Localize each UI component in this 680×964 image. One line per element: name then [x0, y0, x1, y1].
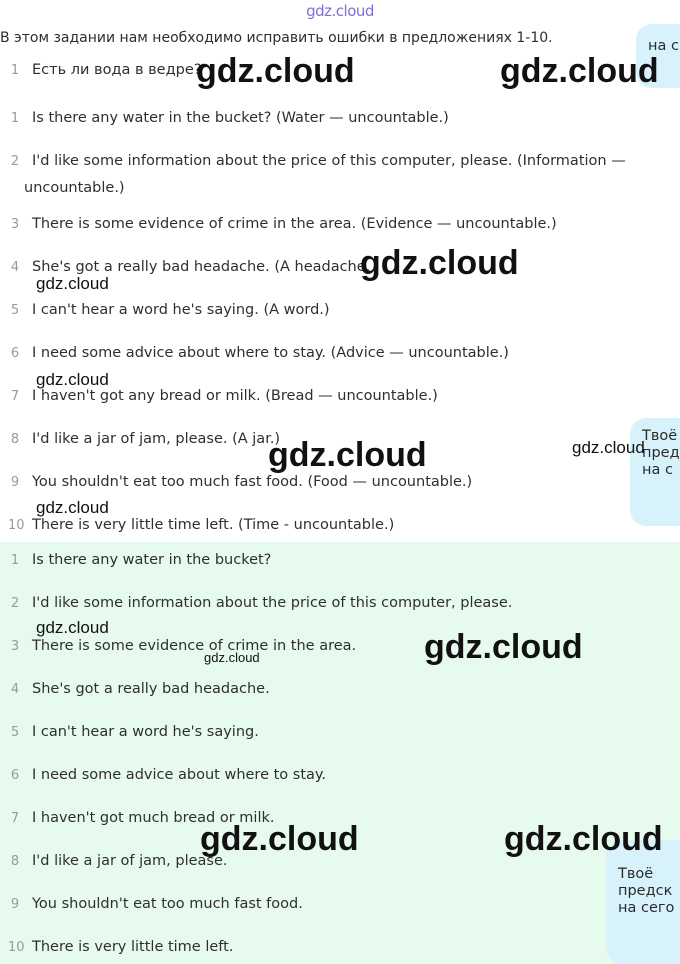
watermark: gdz.cloud	[36, 618, 109, 637]
item-text-line1: I'd like some information about the price of this computer, please. (Information —	[32, 153, 626, 169]
item-text: There is some evidence of crime in the area.	[32, 638, 357, 654]
watermark: gdz.cloud	[200, 820, 359, 858]
watermark: gdz.cloud	[196, 52, 355, 90]
item-text: I need some advice about where to stay.	[32, 767, 327, 783]
item-text: I haven't got any bread or milk. (Bread — uncountable.)	[32, 388, 438, 404]
item-text: There is very little time left.	[32, 939, 234, 955]
item-number: 4	[10, 260, 20, 275]
item-text: Is there any water in the bucket?	[32, 552, 272, 568]
corrected-list	[0, 542, 680, 964]
watermark: gdz.cloud	[424, 628, 583, 666]
watermark: gdz.cloud	[268, 436, 427, 474]
item-number: 7	[10, 389, 20, 404]
item-number: 1	[10, 111, 20, 126]
promo-bubble-line: Твоё	[618, 866, 654, 882]
promo-bubble-middle[interactable]	[630, 418, 680, 526]
item-number: 2	[10, 154, 20, 169]
item-number: 1	[10, 553, 20, 568]
promo-bubble-line: пред	[642, 445, 680, 461]
item-number: 10	[8, 940, 25, 955]
watermark: gdz.cloud	[500, 52, 659, 90]
item-text: Is there any water in the bucket? (Water — uncountable.)	[32, 110, 449, 126]
item-number: 3	[10, 639, 20, 654]
promo-bubble-text: на с	[648, 38, 679, 54]
item-text: There is very little time left. (Time - uncountable.)	[32, 517, 395, 533]
item-number: 3	[10, 217, 20, 232]
item-number: 5	[10, 303, 20, 318]
item-text: Есть ли вода в ведре?	[32, 62, 202, 78]
item-number: 6	[10, 768, 20, 783]
item-text: You shouldn't eat too much fast food.	[32, 896, 303, 912]
promo-bubble-line: Твоё	[642, 428, 678, 444]
item-number: 4	[10, 682, 20, 697]
item-text: There is some evidence of crime in the area. (Evidence — uncountable.)	[32, 216, 557, 232]
item-text: I haven't got much bread or milk.	[32, 810, 275, 826]
item-text: She's got a really bad headache.	[32, 681, 270, 697]
watermark: gdz.cloud	[36, 498, 109, 517]
item-number: 2	[10, 596, 20, 611]
promo-bubble-line: на сего	[618, 900, 675, 916]
watermark: gdz.cloud	[36, 370, 109, 389]
site-logo[interactable]: gdz.cloud	[306, 2, 374, 20]
item-text: I need some advice about where to stay. (Advice — uncountable.)	[32, 345, 509, 361]
item-text: She's got a really bad headache. (A headache.	[32, 259, 371, 275]
item-text: I can't hear a word he's saying. (A word.)	[32, 302, 330, 318]
item-number: 6	[10, 346, 20, 361]
watermark: gdz.cloud	[36, 274, 109, 293]
item-number: 8	[10, 854, 20, 869]
item-number: 9	[10, 897, 20, 912]
item-text: You shouldn't eat too much fast food. (Food — uncountable.)	[32, 474, 473, 490]
item-number: 7	[10, 811, 20, 826]
task-intro: В этом задании нам необходимо исправить ошибки в предложениях 1-10.	[0, 30, 553, 46]
item-number: 8	[10, 432, 20, 447]
item-text-line2: uncountable.)	[24, 180, 125, 196]
item-number: 1	[10, 63, 20, 78]
item-number: 5	[10, 725, 20, 740]
item-number: 9	[10, 475, 20, 490]
promo-bubble-line: на с	[642, 462, 673, 478]
item-text	[24, 148, 640, 202]
item-text: I'd like some information about the price of this computer, please.	[32, 595, 513, 611]
item-number: 10	[8, 518, 25, 533]
watermark: gdz.cloud	[204, 650, 260, 665]
watermark: gdz.cloud	[504, 820, 663, 858]
item-text: I can't hear a word he's saying.	[32, 724, 259, 740]
item-text: I'd like a jar of jam, please.	[32, 853, 228, 869]
promo-bubble-line: предск	[618, 883, 673, 899]
watermark: gdz.cloud	[572, 438, 645, 457]
item-text: I'd like a jar of jam, please. (A jar.)	[32, 431, 281, 447]
watermark: gdz.cloud	[360, 244, 519, 282]
